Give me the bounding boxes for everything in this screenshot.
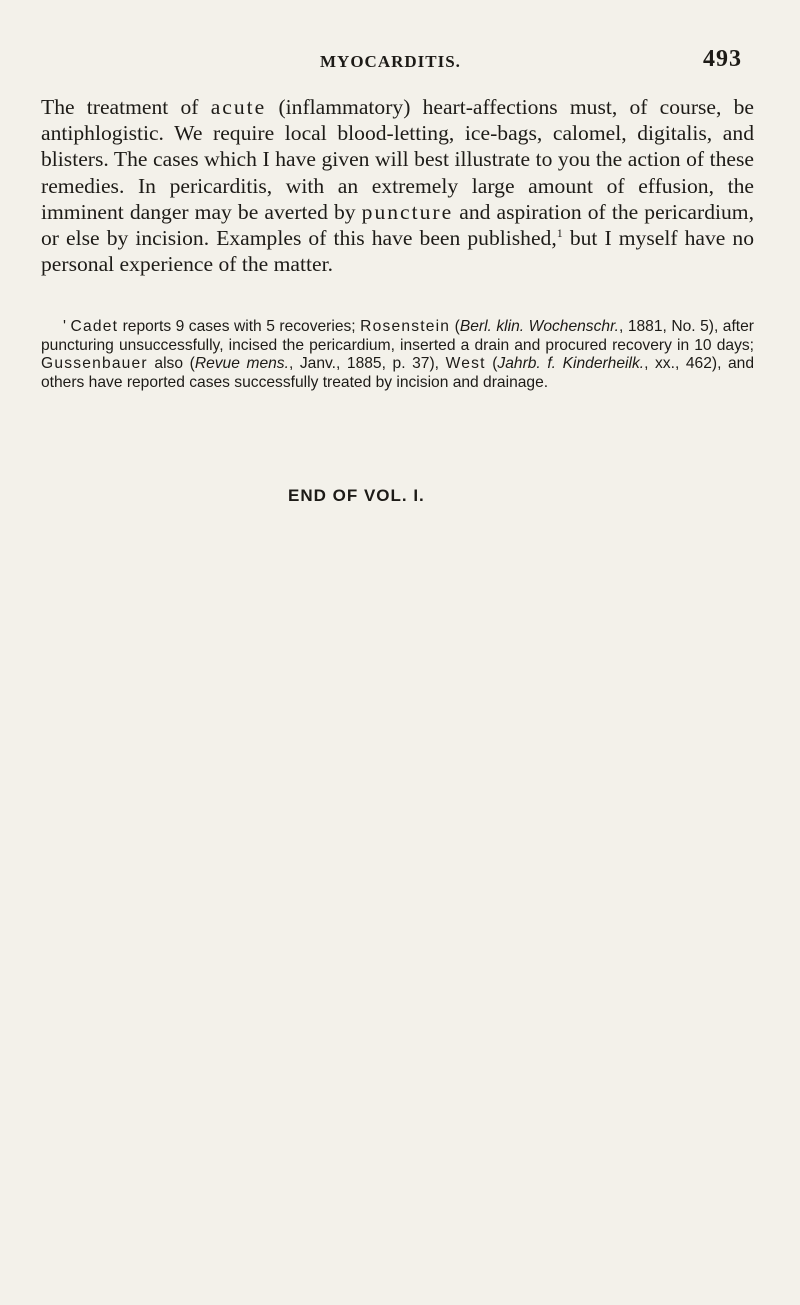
footnote-citation: Revue mens. [194, 355, 289, 373]
footnote-citation: Berl. klin. Wochenschr. [459, 318, 620, 335]
main-paragraph [41, 94, 754, 277]
footnote-author: West [445, 355, 486, 373]
footnote-citation: Jahrb. f. Kinderheilk. [497, 355, 645, 373]
footnote [41, 318, 754, 392]
body-text-segment: The treatment of [41, 95, 211, 119]
footnote-author: Cadet [70, 318, 119, 335]
footnote-text: also ( [147, 355, 195, 373]
footnote-marker: ' [63, 318, 66, 335]
running-title: MYOCARDITIS. [320, 52, 461, 71]
footnote-author: Rosenstein [360, 318, 451, 335]
body-text-segment: (inflammatory) heart-affections must, of course, be antiphlogistic. We require local blood-letting, ice-bags, calomel, digitalis, and blisters. The cases which I have given will best illustrate to you the action of these remedies. In pericarditis, with an extremely large amount of effusion, the imminent danger may be averted by [41, 95, 754, 224]
end-of-volume-note: END OF VOL. I. [288, 486, 425, 505]
footnote-text: , xx., 462), and others have reported cases successfully treated by incision and drainage. [41, 355, 755, 391]
body-text-segment: but I myself have no personal experience of the matter. [41, 226, 755, 277]
footnote-text: , 1881, No. 5), after puncturing unsuccessfully, incised the pericardium, inserted a drain and procured recovery in 10 days; [41, 318, 754, 354]
footnote-reference: 1 [556, 225, 563, 240]
footnote-text: , Janv., 1885, p. 37), [288, 355, 446, 373]
emphasis-acute: acute [210, 95, 267, 119]
footnote-text: ( [450, 318, 460, 335]
body-text-segment: and aspiration of the pericardium, or else by incision. Examples of this have been published, [41, 199, 754, 251]
page-number: 493 [703, 46, 742, 72]
footnote-text: ( [485, 355, 498, 373]
emphasis-puncture: puncture [361, 199, 454, 224]
footnote-author: Gussenbauer [41, 355, 148, 373]
footnote-text: reports 9 cases with 5 recoveries; [118, 318, 361, 335]
